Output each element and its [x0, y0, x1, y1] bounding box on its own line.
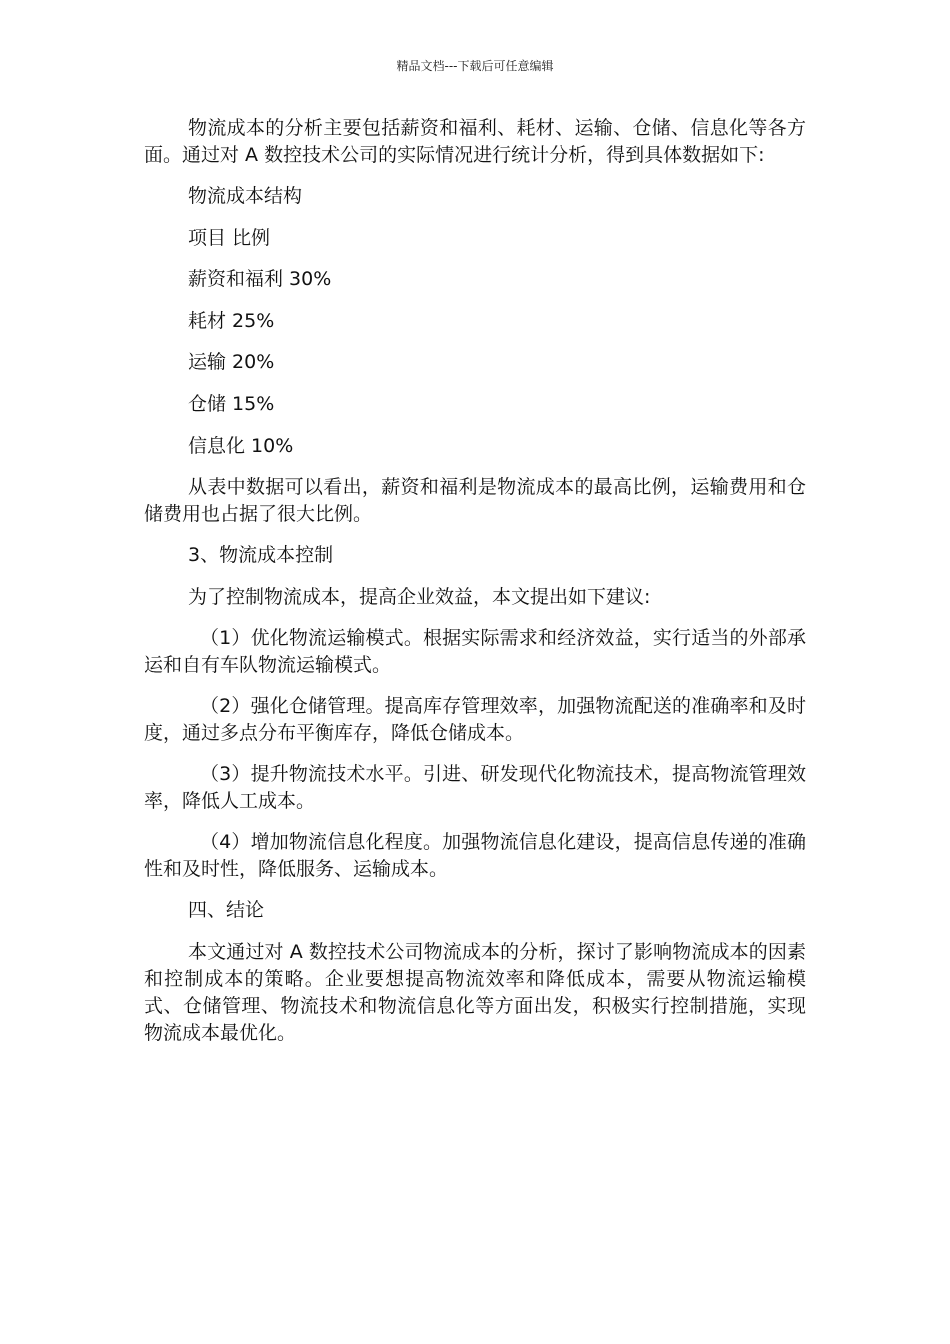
- suggestion-item: （2）强化仓储管理。提高库存管理效率，加强物流配送的准确率和及时度，通过多点分布平衡库存，降低仓储成本。: [144, 695, 806, 745]
- intro-paragraph: 物流成本的分析主要包括薪资和福利、耗材、运输、仓储、信息化等各方面。通过对 A 数控技术公司的实际情况进行统计分析，得到具体数据如下:: [144, 117, 806, 166]
- suggestion-item: （1）优化物流运输模式。根据实际需求和经济效益，实行适当的外部承运和自有车队物流运输模式。: [144, 627, 806, 677]
- conclusion-paragraph: 本文通过对 A 数控技术公司物流成本的分析，探讨了影响物流成本的因素和控制成本的策略。企业要想提高物流效率和降低成本，需要从物流运输模式、仓储管理、物流技术和物流信息化等方面出发，积极实行控制措施，实现物流成本最优化。: [144, 940, 806, 1044]
- table-row: 薪资和福利 30%: [188, 268, 332, 291]
- table-title: 物流成本结构: [188, 185, 303, 207]
- section4-heading: 四、结论: [188, 899, 265, 922]
- section3-intro: 为了控制物流成本，提高企业效益，本文提出如下建议:: [188, 585, 651, 608]
- page-header: 精品文档---下载后可任意编辑: [396, 59, 554, 73]
- section3-heading: 3、物流成本控制: [188, 544, 334, 567]
- document-body: [144, 115, 806, 1061]
- suggestion-item: （4）增加物流信息化程度。加强物流信息化建设，提高信息传递的准确性和及时性，降低服务、运输成本。: [144, 831, 806, 881]
- table-row: 仓储 15%: [188, 392, 275, 415]
- table-header: 项目 比例: [188, 226, 271, 249]
- table-row: 运输 20%: [188, 351, 275, 374]
- table-row: 耗材 25%: [188, 309, 275, 332]
- suggestion-item: （3）提升物流技术水平。引进、研发现代化物流技术，提高物流管理效率，降低人工成本。: [144, 763, 806, 813]
- analysis-paragraph: 从表中数据可以看出，薪资和福利是物流成本的最高比例，运输费用和仓储费用也占据了很大比例。: [144, 476, 806, 526]
- table-row: 信息化 10%: [188, 434, 294, 457]
